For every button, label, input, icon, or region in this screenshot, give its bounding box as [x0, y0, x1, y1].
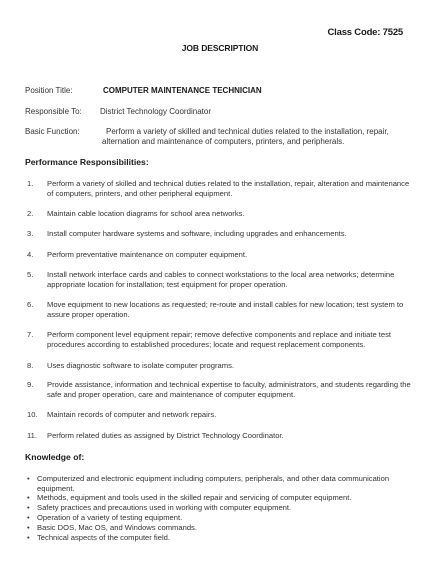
- item-number: 6.: [27, 300, 34, 309]
- bullet: •: [27, 513, 30, 522]
- item-text: Methods, equipment and tools used in the skilled repair and servicing of computer equipment.: [37, 493, 352, 502]
- item-text: Operation of a variety of testing equipment.: [37, 513, 183, 522]
- item-text: Provide assistance, information and technical expertise to faculty, administrators, and students regarding the safe and proper operation, care and maintenance of computer equipment.: [47, 380, 411, 399]
- item-text: Uses diagnostic software to isolate computer programs.: [47, 361, 234, 370]
- item-number: 10.: [27, 410, 38, 419]
- item-text: Computerized and electronic equipment including computers, peripherals, and other data communication equipment.: [37, 474, 390, 493]
- item-number: 2.: [27, 209, 34, 218]
- class-code: Class Code: 7525: [327, 27, 403, 38]
- item-number: 1.: [27, 179, 34, 188]
- knowledge-heading: Knowledge of:: [25, 452, 85, 462]
- item-text: Install network interface cards and cables to connect workstations to the local area networks; determine appropriate location for installation; test equipment for proper operation.: [47, 270, 395, 289]
- basic-function-label: Basic Function:: [25, 127, 80, 136]
- position-title-label: Position Title:: [25, 86, 73, 95]
- document-title: JOB DESCRIPTION: [181, 43, 259, 53]
- bullet: •: [27, 503, 30, 512]
- bullet: •: [27, 474, 30, 483]
- item-text: Perform preventative maintenance on computer equipment.: [47, 250, 248, 259]
- bullet: •: [27, 493, 30, 502]
- item-text: Perform a variety of skilled and technical duties related to the installation, repair, alteration and maintenance of computers, printers, and other peripheral equipment.: [47, 179, 410, 198]
- performance-responsibilities-heading: Performance Responsibilities:: [25, 157, 149, 167]
- item-number: 8.: [27, 361, 34, 370]
- responsible-to-value: District Technology Coordinator: [100, 107, 212, 116]
- item-text: Basic DOS, Mac OS, and Windows commands.: [37, 523, 197, 532]
- basic-function-value: Perform a variety of skilled and technical duties related to the installation, repair, alternation and maintenance of computers, printers, and peripherals.: [102, 127, 389, 146]
- item-text: Maintain records of computer and network repairs.: [47, 410, 217, 419]
- item-number: 9.: [27, 380, 34, 389]
- position-title-value: COMPUTER MAINTENANCE TECHNICIAN: [103, 86, 262, 95]
- item-text: Maintain cable location diagrams for school area networks.: [47, 209, 245, 218]
- item-number: 5.: [27, 270, 34, 279]
- item-text: Perform related duties as assigned by District Technology Coordinator.: [47, 431, 284, 440]
- item-text: Move equipment to new locations as requested; re-route and install cables for new location; test system to assure proper operation.: [47, 300, 404, 319]
- item-number: 11.: [27, 431, 37, 440]
- bullet: •: [27, 523, 30, 532]
- item-text: Install computer hardware systems and software, including upgrades and enhancements.: [47, 229, 347, 238]
- item-number: 4.: [27, 250, 34, 259]
- item-text: Technical aspects of the computer field.: [37, 533, 170, 542]
- item-number: 3.: [27, 229, 34, 238]
- item-number: 7.: [27, 330, 34, 339]
- bullet: •: [27, 533, 30, 542]
- item-text: Perform component level equipment repair; remove defective components and replace and initiate test procedures according to established procedures; locate and request replacement components.: [47, 330, 392, 349]
- item-text: Safety practices and precautions used in working with computer equipment.: [37, 503, 292, 512]
- responsible-to-label: Responsible To:: [25, 107, 82, 116]
